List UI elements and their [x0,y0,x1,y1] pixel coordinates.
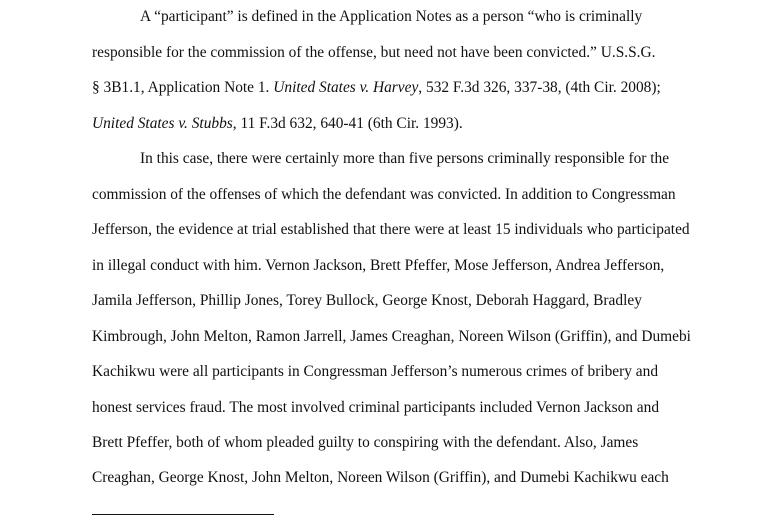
paragraph-2-line-6: Kimbrough, John Melton, Ramon Jarrell, James Creaghan, Noreen Wilson (Griffin), and Dumebi [92,328,691,345]
paragraph-2-line-1: In this case, there were certainly more than five persons criminally responsible for the [140,150,670,167]
citation-text: § 3B1.1, Application Note 1. [92,79,274,96]
paragraph-1-line-2: responsible for the commission of the offense, but need not have been convicted.” U.S.S.G. [92,44,656,61]
paragraph-2-line-2: commission of the offenses of which the defendant was convicted. In addition to Congressman [92,186,676,203]
citation-text: , 11 F.3d 632, 640-41 (6th Cir. 1993). [232,115,463,132]
paragraph-2-line-4: in illegal conduct with him. Vernon Jackson, Brett Pfeffer, Mose Jefferson, Andrea Jefferson, [92,257,665,274]
footnote-divider [92,514,274,515]
paragraph-2-line-9: Brett Pfeffer, both of whom pleaded guilty to conspiring with the defendant. Also, James [92,434,639,451]
paragraph-1-line-3 [92,79,661,97]
citation-text: , 532 F.3d 326, 337-38, (4th Cir. 2008); [418,79,661,96]
case-name-harvey: United States v. Harvey [273,79,419,96]
paragraph-2-line-7: Kachikwu were all participants in Congressman Jefferson’s numerous crimes of bribery and [92,363,659,380]
paragraph-2-line-3: Jefferson, the evidence at trial established that there were at least 15 individuals who participated [92,221,690,238]
case-name-stubbs: United States v. Stubbs [92,115,233,132]
paragraph-2-line-10: Creaghan, George Knost, John Melton, Noreen Wilson (Griffin), and Dumebi Kachikwu each [92,469,669,486]
paragraph-1-line-4 [92,115,463,133]
paragraph-2-line-5: Jamila Jefferson, Phillip Jones, Torey Bullock, George Knost, Deborah Haggard, Bradley [92,292,642,309]
paragraph-1-line-1: A “participant” is defined in the Application Notes as a person “who is criminally [140,8,643,25]
paragraph-2-line-8: honest services fraud. The most involved criminal participants included Vernon Jackson and [92,399,660,416]
